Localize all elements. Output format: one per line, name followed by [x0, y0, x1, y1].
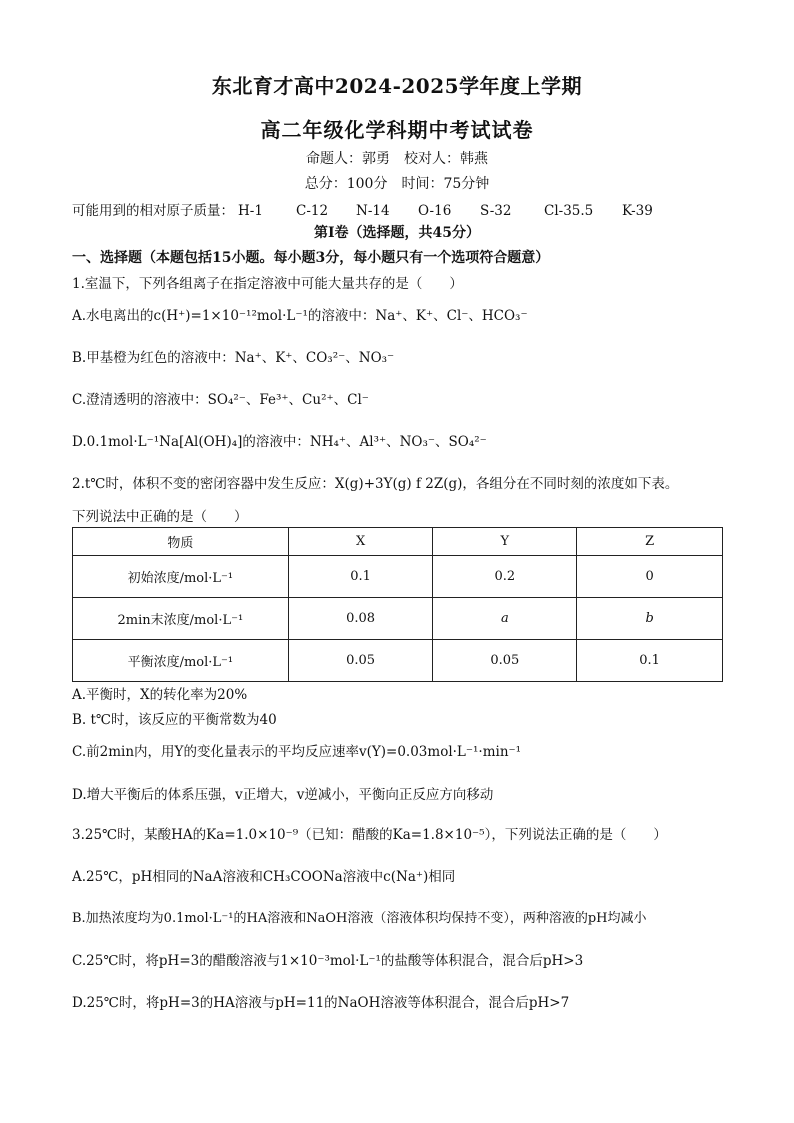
table-row — [73, 556, 723, 598]
table-cell: 2min末浓度/mol·L⁻¹ — [73, 598, 289, 640]
atomic-mass-item: C-12 — [296, 203, 329, 219]
table-cell: b — [577, 598, 723, 640]
atomic-masses-line — [72, 199, 653, 219]
score-time-line: 总分：100分 时间：75分钟 — [304, 176, 490, 192]
table-cell: 0.2 — [433, 556, 577, 598]
q2-stem-2: 下列说法中正确的是（ ） — [72, 509, 248, 525]
table-cell: a — [433, 598, 577, 640]
table-cell: 0.08 — [288, 598, 433, 640]
q3-stem: 3.25℃时，某酸HA的Ka=1.0×10⁻⁹（已知：醋酸的Ka=1.8×10⁻⁵），下列说法正确的是（ ） — [72, 827, 667, 843]
q2-option-a: A.平衡时，X的转化率为20% — [72, 687, 248, 703]
table-row — [73, 640, 723, 682]
q3-option-c: C.25℃时，将pH=3的醋酸溶液与1×10⁻³mol·L⁻¹的盐酸等体积混合，混合后pH>3 — [72, 953, 584, 969]
part1-title: 第Ⅰ卷（选择题，共45分） — [313, 225, 481, 241]
q2-option-c: C.前2min内，用Y的变化量表示的平均反应速率v(Y)=0.03mol·L⁻¹·min⁻¹ — [72, 744, 522, 760]
q1-option-a: A.水电离出的c(H⁺)=1×10⁻¹²mol·L⁻¹的溶液中：Na⁺、K⁺、Cl⁻、HCO₃⁻ — [72, 308, 528, 324]
table-row — [73, 598, 723, 640]
table-header-cell: Z — [577, 528, 723, 556]
authors-line: 命题人：郭勇 校对人：韩燕 — [306, 151, 488, 167]
exam-subtitle: 高二年级化学科期中考试试卷 — [260, 118, 534, 142]
atomic-mass-item: N-14 — [356, 203, 390, 219]
table-cell: 平衡浓度/mol·L⁻¹ — [73, 640, 289, 682]
atomic-masses-label: 可能用到的相对原子质量： — [72, 203, 234, 219]
atomic-mass-item: S-32 — [480, 203, 512, 219]
q2-option-b: B. t℃时，该反应的平衡常数为40 — [72, 712, 277, 728]
table-cell: 0.1 — [288, 556, 433, 598]
table-cell: 0.05 — [288, 640, 433, 682]
table-header-cell: Y — [433, 528, 577, 556]
q3-option-a: A.25℃，pH相同的NaA溶液和CH₃COONa溶液中c(Na⁺)相同 — [72, 869, 456, 885]
q2-option-d: D.增大平衡后的体系压强，v正增大，v逆减小，平衡向正反应方向移动 — [72, 787, 494, 803]
table-cell: 0 — [577, 556, 723, 598]
section1-title: 一、选择题（本题包括15小题。每小题3分，每小题只有一个选项符合题意） — [72, 250, 550, 266]
q1-option-c: C.澄清透明的溶液中：SO₄²⁻、Fe³⁺、Cu²⁺、Cl⁻ — [72, 392, 369, 408]
q1-option-d: D.0.1mol·L⁻¹Na[Al(OH)₄]的溶液中：NH₄⁺、Al³⁺、NO₃⁻、SO₄²⁻ — [72, 434, 487, 450]
atomic-mass-item: H-1 — [238, 203, 263, 219]
table-cell: 初始浓度/mol·L⁻¹ — [73, 556, 289, 598]
table-header-row — [73, 528, 723, 556]
table-header-cell: 物质 — [73, 528, 289, 556]
atomic-mass-item: O-16 — [418, 203, 452, 219]
table-cell: 0.05 — [433, 640, 577, 682]
q3-option-b: B.加热浓度均为0.1mol·L⁻¹的HA溶液和NaOH溶液（溶液体积均保持不变），两种溶液的pH均减小 — [72, 911, 647, 926]
concentration-table — [72, 527, 723, 682]
exam-title: 东北育才高中2024-2025学年度上学期 — [211, 74, 583, 98]
q3-option-d: D.25℃时，将pH=3的HA溶液与pH=11的NaOH溶液等体积混合，混合后pH>7 — [72, 995, 570, 1011]
table-cell: 0.1 — [577, 640, 723, 682]
atomic-mass-item: K-39 — [622, 203, 653, 219]
table-header-cell: X — [288, 528, 433, 556]
q1-option-b: B.甲基橙为红色的溶液中：Na⁺、K⁺、CO₃²⁻、NO₃⁻ — [72, 350, 395, 366]
atomic-mass-item: Cl-35.5 — [544, 203, 594, 219]
q1-stem: 1.室温下，下列各组离子在指定溶液中可能大量共存的是（ ） — [72, 276, 463, 292]
q2-stem: 2.t℃时，体积不变的密闭容器中发生反应：X(g)+3Y(g) f 2Z(g)，各组分在不同时刻的浓度如下表。 — [72, 476, 679, 492]
